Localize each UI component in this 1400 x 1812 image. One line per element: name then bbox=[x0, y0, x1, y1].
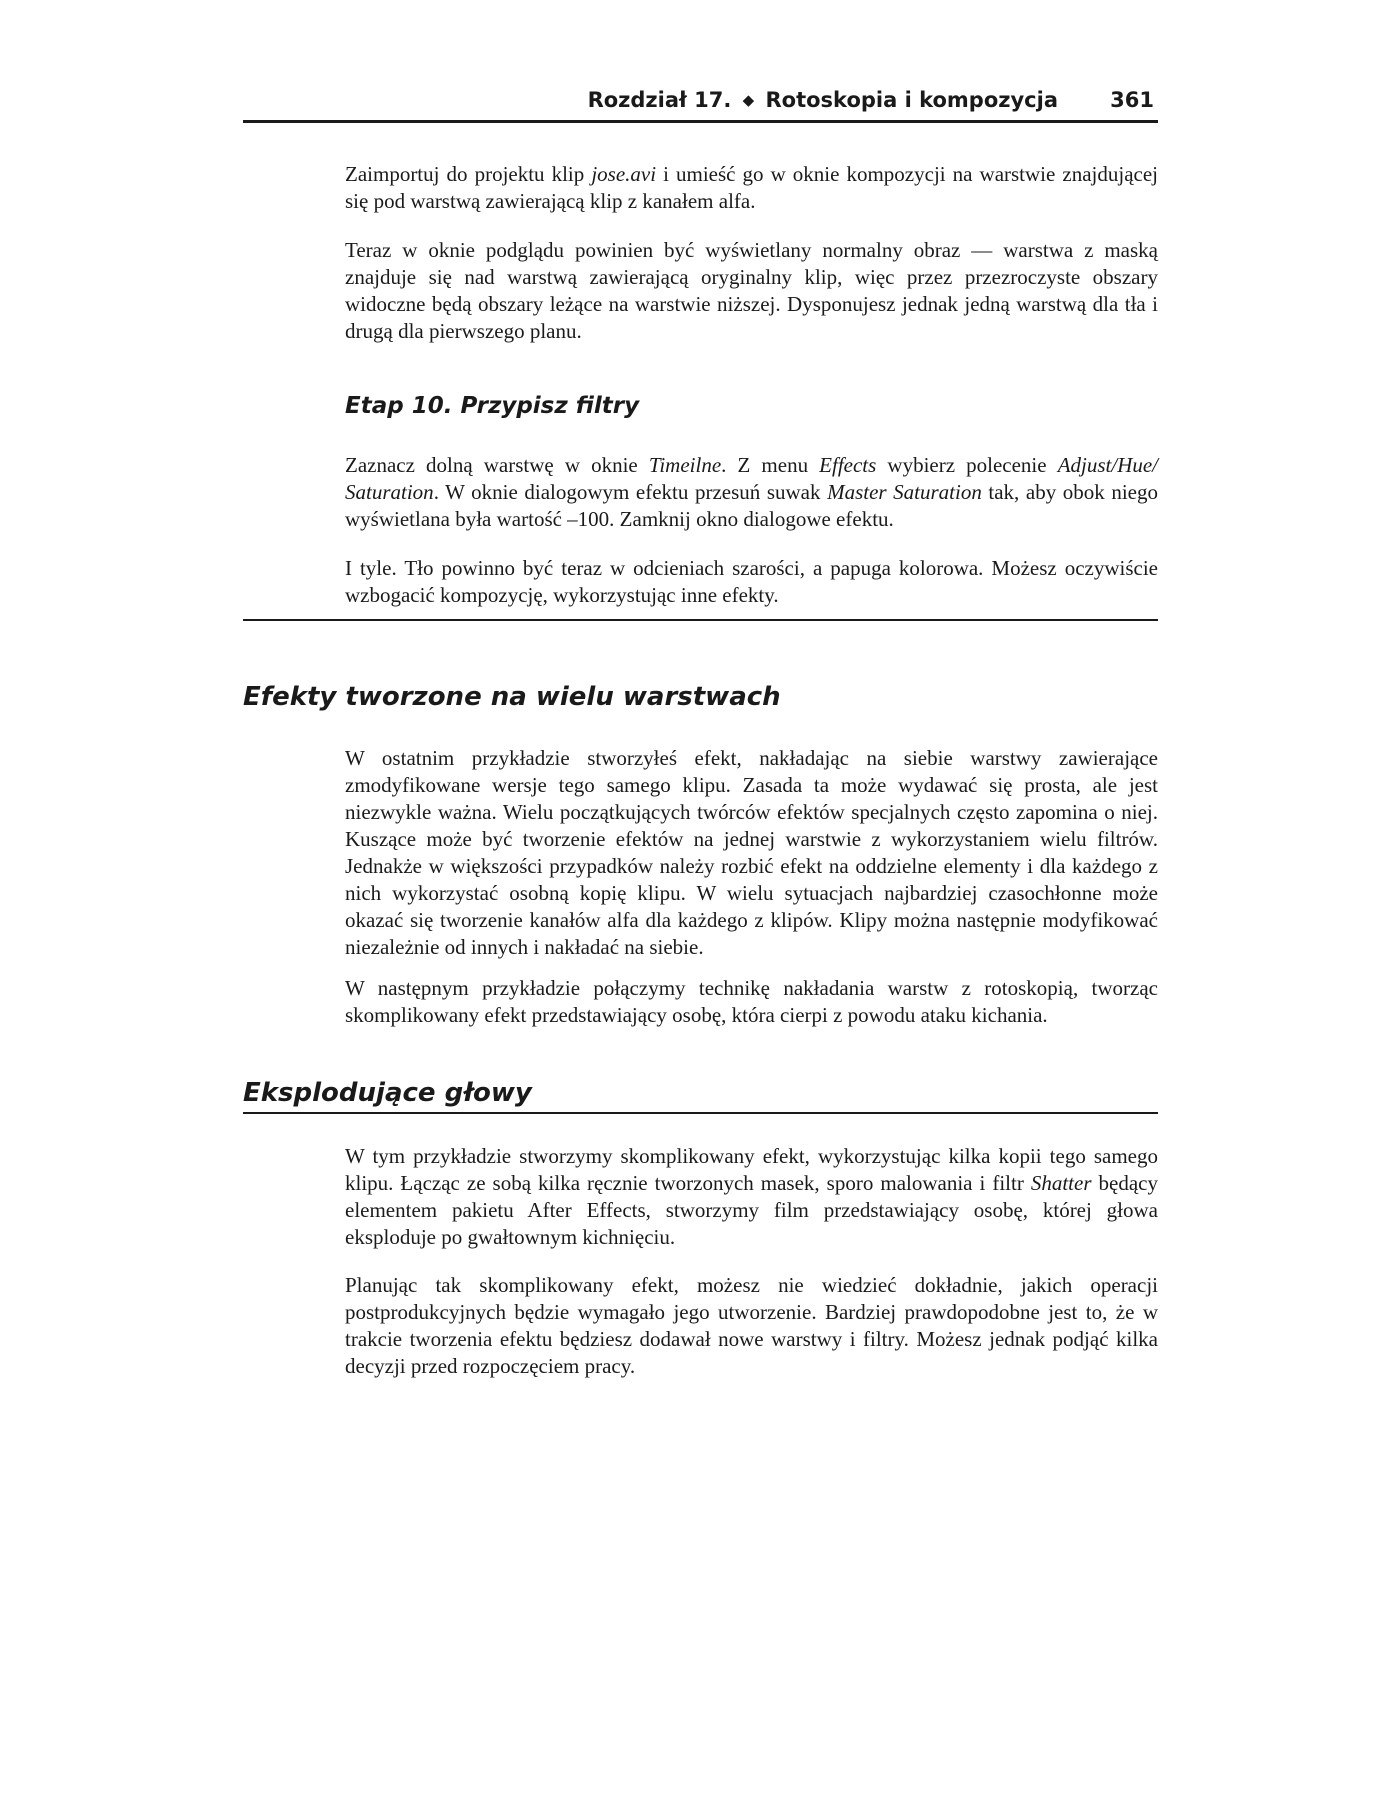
page-number: 361 bbox=[1110, 88, 1154, 112]
italic-term: Master Saturation bbox=[827, 480, 982, 504]
paragraph-result: I tyle. Tło powinno być teraz w odcieniach szarości, a papuga kolorowa. Możesz oczywiście wzbogacić kompozycję, wykorzystując inne efekty. bbox=[345, 556, 1158, 607]
filename-text: jose.avi bbox=[591, 162, 657, 186]
paragraph-preview: Teraz w oknie podglądu powinien być wyświetlany normalny obraz — warstwa z maską znajduje się nad warstwą zawierającą oryginalny klip, więc przez przezroczyste obszary widoczne będą obszary leżące na warstwie niższej. Dysponujesz jednak jedną warstwą dla tła i drugą dla pierwszego planu. bbox=[345, 238, 1158, 343]
paragraph-import-clip bbox=[345, 161, 1158, 215]
text-run: . W oknie dialogowym efektu przesuń suwak bbox=[433, 480, 828, 504]
paragraph-multilayer: W ostatnim przykładzie stworzyłeś efekt, nakładając na siebie warstwy zawierające zmodyfikowane wersje tego samego klipu. Zasada ta może wydawać się prosta, ale jest niezwykle ważna. Wielu początkujących twórców efektów specjalnych często zapomina o niej. Kuszące może być tworzenie efektów na jednej warstwie z wykorzystaniem wielu filtrów. Jednakże w większości przypadków należy rozbić efekt na oddzielne elementy i dla każdego z nich wykorzystać osobną kopię klipu. W wielu sytuacjach najbardziej czasochłonne może okazać się tworzenie kanałów alfa dla każdego z klipów. Klipy można następnie modyfikować niezależnie od innych i nakładać na siebie. bbox=[345, 746, 1158, 959]
italic-term: Adjust/Hue/ Saturation bbox=[345, 453, 1159, 504]
text-run: i umieść go w oknie kompozycji na warstwie znajdującej się pod warstwą zawierającą klip z kanałem alfa. bbox=[345, 162, 1158, 213]
diamond-separator-icon: ◆ bbox=[742, 91, 755, 109]
running-header bbox=[243, 80, 1158, 123]
italic-term: Effects bbox=[819, 453, 877, 477]
text-run: Zaznacz dolną warstwę w oknie bbox=[345, 453, 649, 477]
section-divider bbox=[243, 619, 1158, 621]
text-run: . Z menu bbox=[721, 453, 820, 477]
paragraph-next-example: W następnym przykładzie połączymy technikę nakładania warstw z rotoskopią, tworząc skomplikowany efekt przedstawiający osobę, która cierpi z powodu ataku kichania. bbox=[345, 976, 1158, 1027]
text-run: będący elementem pakietu After Effects, stworzymy film przedstawiający osobę, której głowa eksploduje po gwałtownym kichnięciu. bbox=[345, 1171, 1158, 1249]
paragraph-exploding-example bbox=[345, 1143, 1158, 1251]
text-run: Zaimportuj do projektu klip bbox=[345, 162, 592, 186]
paragraph-apply-filters bbox=[345, 452, 1158, 533]
text-run: tak, aby obok niego wyświetlana była wartość –100. Zamknij okno dialogowe efektu. bbox=[345, 480, 1158, 531]
paragraph-planning: Planując tak skomplikowany efekt, możesz nie wiedzieć dokładnie, jakich operacji postprodukcyjnych będzie wymagało jego utworzenie. Bardziej prawdopodobne jest to, że w trakcie tworzenia efektu będziesz dodawał nowe warstwy i filtry. Możesz jednak podjąć kilka decyzji przed rozpoczęciem pracy. bbox=[345, 1273, 1158, 1378]
chapter-title bbox=[588, 80, 1058, 120]
italic-term: Timeilne bbox=[648, 453, 722, 477]
section-heading-multilayer: Efekty tworzone na wielu warstwach bbox=[243, 682, 781, 712]
italic-term: Shatter bbox=[1030, 1171, 1092, 1195]
section-heading-underline bbox=[243, 1112, 1158, 1114]
text-run: wybierz polecenie bbox=[876, 453, 1058, 477]
chapter-name: Rotoskopia i kompozycja bbox=[765, 88, 1058, 112]
section-heading-exploding-heads: Eksplodujące głowy bbox=[243, 1078, 532, 1108]
chapter-label: Rozdział 17. bbox=[587, 88, 732, 112]
text-run: W tym przykładzie stworzymy skomplikowany efekt, wykorzystując kilka kopii tego samego klipu. Łącząc ze sobą kilka ręcznie tworzonych masek, sporo malowania i filtr bbox=[345, 1144, 1158, 1195]
step-heading: Etap 10. Przypisz filtry bbox=[345, 393, 640, 419]
